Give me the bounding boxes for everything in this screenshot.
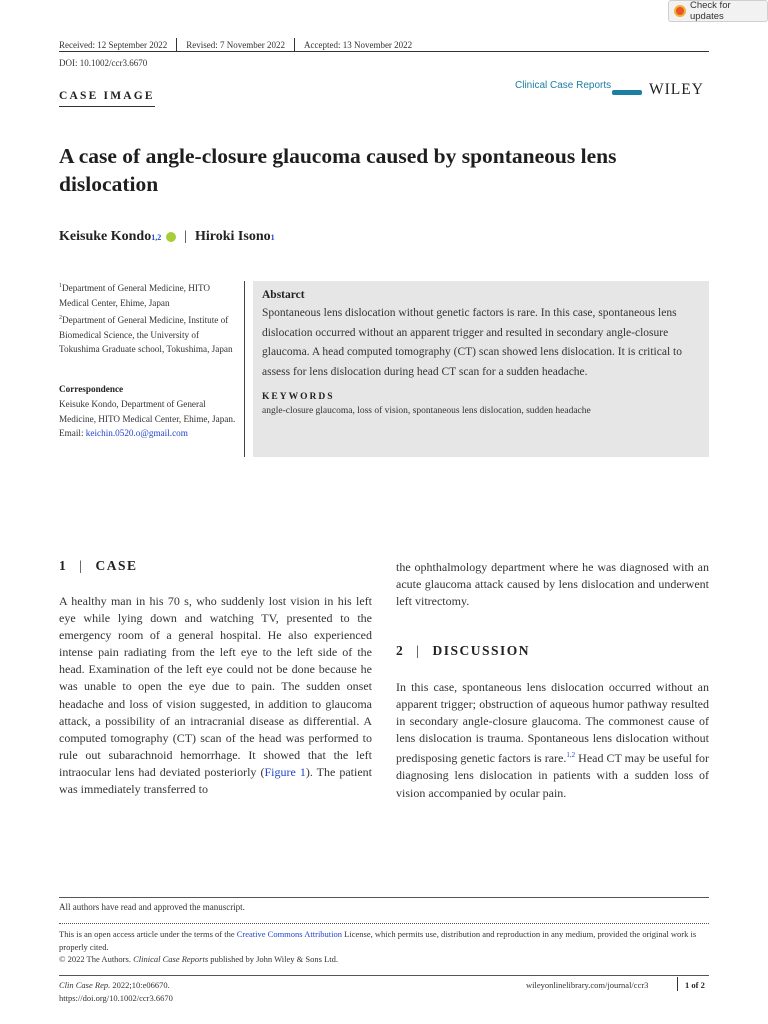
journal-website[interactable]: wileyonlinelibrary.com/journal/ccr3: [526, 980, 649, 990]
header-rule: [59, 51, 709, 52]
page-divider: [677, 977, 678, 991]
discussion-text: In this case, spontaneous lens dislocation occurred without an apparent trigger; obstruction of aqueous humor pathway resulted in secondary angle-closure glaucoma. The commonest cause of lens dislocation is trauma. Spontaneous lens dislocation without predisposing genetic factors is rare.: [396, 680, 709, 766]
article-title: A case of angle-closure glaucoma caused by spontaneous lens dislocation: [59, 144, 617, 196]
orcid-icon[interactable]: [166, 232, 176, 242]
license-note: [59, 928, 709, 953]
received-date: Received: 12 September 2022: [59, 40, 168, 50]
copyright-text-end: published by John Wiley & Sons Ltd.: [208, 954, 339, 964]
section-separator: |: [416, 643, 421, 658]
divider: [176, 38, 177, 52]
email-label: Email:: [59, 428, 84, 438]
page-number: 1 of 2: [685, 980, 705, 990]
figure-link[interactable]: Figure 1: [264, 764, 306, 779]
correspondence-text: Keisuke Kondo, Department of General Medicine, HITO Medical Center, Ehime, Japan.: [59, 399, 236, 424]
crossmark-icon: [674, 5, 686, 17]
section-number: 2: [396, 643, 405, 658]
approval-note: All authors have read and approved the manuscript.: [59, 902, 245, 912]
affiliation-number: 2: [59, 315, 62, 321]
reference-link[interactable]: 1,2: [566, 751, 576, 760]
section-heading-case: [59, 558, 137, 574]
author-name[interactable]: Hiroki Isono: [195, 229, 271, 244]
accepted-date: Accepted: 13 November 2022: [303, 40, 413, 50]
copyright: [59, 954, 338, 964]
revised-date: Revised: 7 November 2022: [186, 40, 285, 50]
license-text-end: License, which permits use, distribution and reproduction in any medium, provided the original work is properly cited.: [59, 929, 697, 952]
footer-bottom-rule: [59, 975, 709, 976]
abstract-text: Spontaneous lens dislocation without genetic factors is rare. In this case, spontaneous lens dislocation occurred without an apparent trigger and resulted in secondary angle-closure glaucoma. A head computed tomography (CT) scan showed lens dislocation. It is critical to assess for lens dislocation during head CT scan for a sudden headache.: [262, 307, 682, 378]
abstract-heading: Abstarct: [262, 289, 305, 301]
doi: DOI: 10.1002/ccr3.6670: [59, 58, 148, 68]
affiliation-text: Department of General Medicine, HITO Medical Center, Ehime, Japan: [59, 283, 211, 308]
author-separator: |: [184, 229, 188, 244]
affiliation: [59, 311, 239, 357]
section-separator: |: [79, 558, 84, 573]
section-title: DISCUSSION: [432, 643, 530, 658]
copyright-journal: Clinical Case Reports: [133, 954, 209, 964]
check-for-updates-button[interactable]: [668, 0, 768, 22]
publisher-logo: WILEY: [649, 81, 704, 98]
case-text-end: ). The patient was immediately transferred to: [59, 764, 372, 797]
email-link[interactable]: keichin.0520.o@gmail.com: [85, 428, 188, 438]
citation-doi[interactable]: https://doi.org/10.1002/ccr3.6670: [59, 993, 173, 1003]
affiliation: [59, 279, 239, 310]
correspondence-heading: Correspondence: [59, 384, 124, 394]
keywords-text: angle-closure glaucoma, loss of vision, spontaneous lens dislocation, sudden headache: [262, 406, 591, 416]
discussion-paragraph: [396, 679, 709, 802]
abstract-box: [253, 281, 709, 457]
author-affiliation-ref[interactable]: 1: [270, 232, 275, 242]
article-type-rule: [59, 106, 155, 107]
journal-name[interactable]: Clinical Case Reports: [515, 80, 612, 91]
license-link[interactable]: Creative Commons Attribution: [236, 929, 343, 939]
affiliation-text: Department of General Medicine, Institute of Biomedical Science, the University of Tokushima Graduate school, Tokushima, Japan: [59, 315, 233, 355]
author-affiliation-ref[interactable]: 1,2: [151, 232, 162, 242]
copyright-text: © 2022 The Authors.: [59, 954, 134, 964]
section-number: 1: [59, 558, 68, 573]
open-access-icon: [612, 90, 642, 95]
discussion-text-end: Head CT may be useful for diagnosing lens dislocation in patients with a sudden loss of vision accompanied by ocular pain.: [396, 751, 709, 800]
divider: [294, 38, 295, 52]
citation: [59, 980, 170, 990]
citation-volume: 2022;10:e06670.: [110, 980, 170, 990]
affiliation-number: 1: [59, 283, 62, 289]
article-dates: [59, 38, 412, 52]
footer-dotted-rule: [59, 923, 709, 924]
correspondence: [59, 397, 239, 441]
section-title: CASE: [95, 558, 138, 573]
column-divider: [244, 281, 245, 457]
check-for-updates-label: Check for updates: [689, 0, 731, 22]
footer-rule: [59, 897, 709, 898]
article-type: CASE IMAGE: [59, 90, 155, 102]
license-text: This is an open access article under the terms of the: [59, 929, 237, 939]
case-paragraph: [59, 593, 372, 798]
author-name[interactable]: Keisuke Kondo: [59, 229, 152, 244]
case-text: A healthy man in his 70 s, who suddenly lost vision in his left eye while lying down and watching TV, presented to the emergency room of a general hospital. He also experienced intense pain radiating from the left eye to the left side of the head. Examination of the left eye could not be done because he was unable to open the eye due to pain. The sudden onset headache and loss of vision suggested, in addition to glaucoma attack, a possibility of an intracranial disease as differential. A computed tomography (CT) scan of the head was performed to rule out subarachnoid hemorrhage. It showed that the left intraocular lens had deviated posteriorly (: [59, 594, 372, 779]
case-continuation: the ophthalmology department where he was diagnosed with an acute glaucoma attack caused by lens dislocation and underwent left vitrectomy.: [396, 560, 709, 609]
keywords-heading: KEYWORDS: [262, 392, 335, 402]
section-heading-discussion: [396, 643, 530, 659]
author-list: [59, 229, 275, 245]
citation-journal: Clin Case Rep.: [59, 980, 111, 990]
